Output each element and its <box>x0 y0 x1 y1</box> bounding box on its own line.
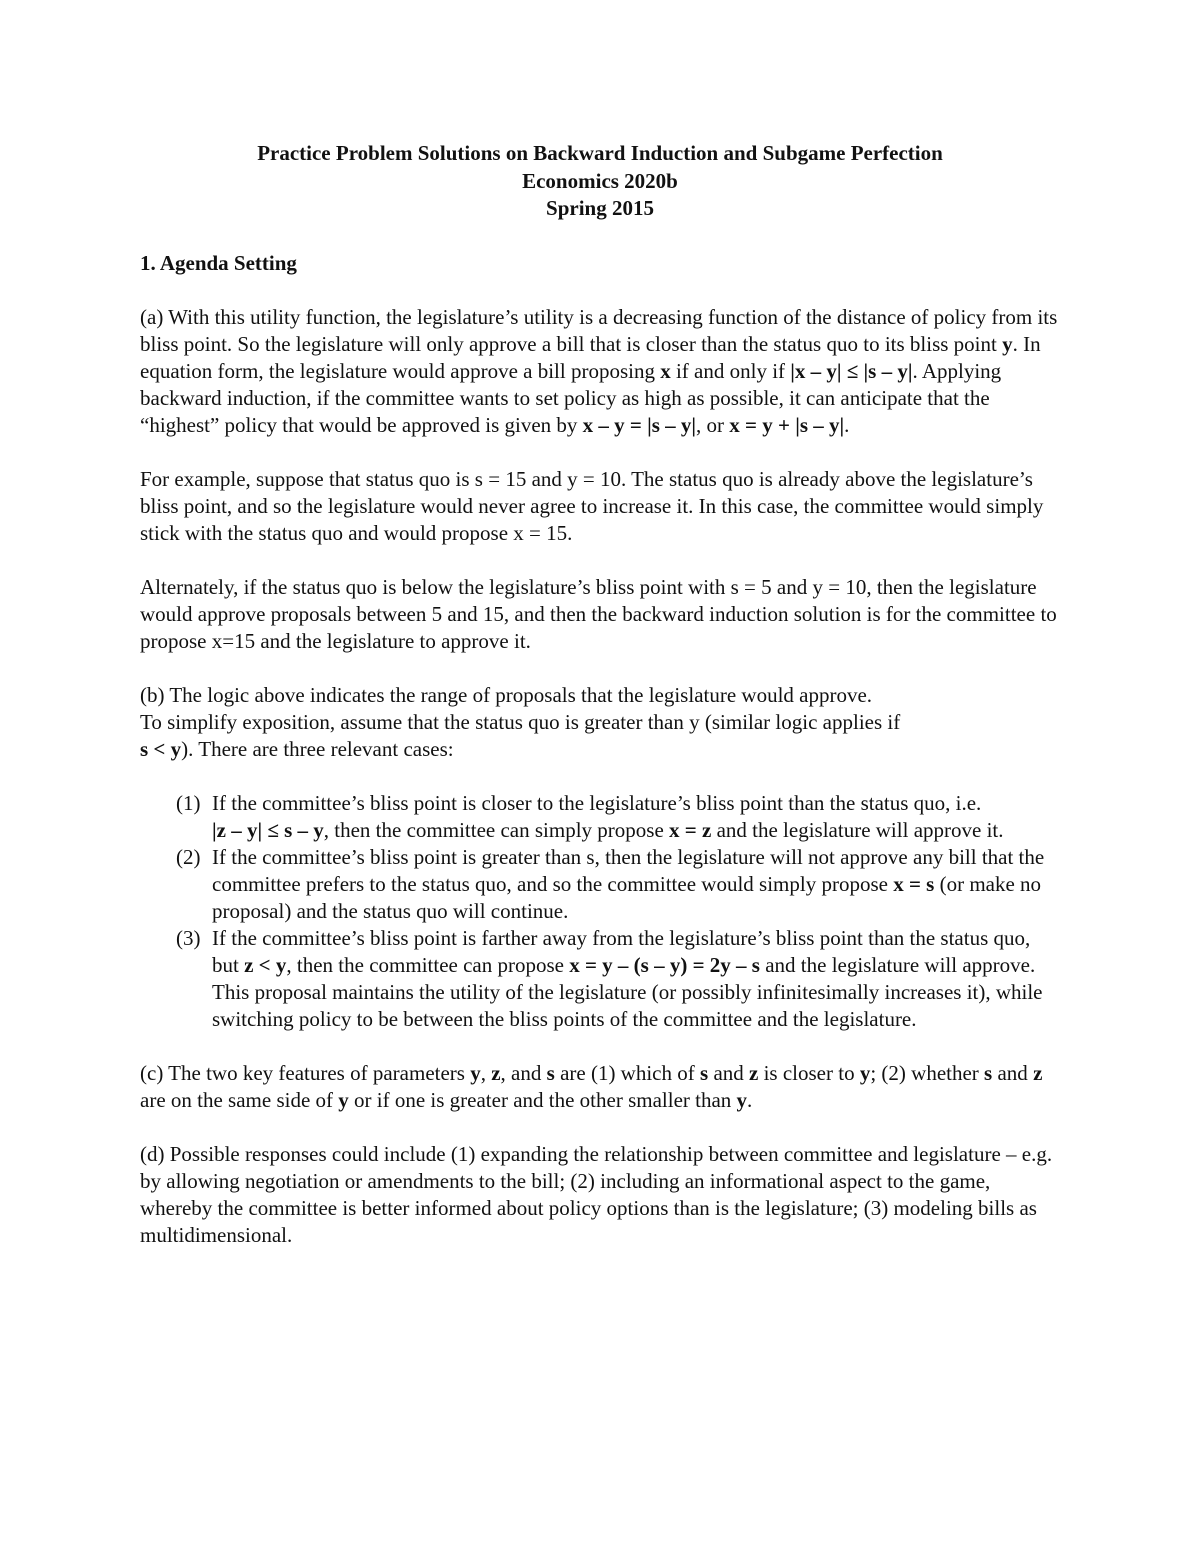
term: Spring 2015 <box>546 196 654 220</box>
paragraph-part-b: (b) The logic above indicates the range of proposals that the legislature would approve. To simplify exposition, assume that the status quo is greater than y (similar logic applies if s < y). There are three relevant cases: <box>140 682 901 761</box>
case-item: (3) If the committee’s bliss point is farther away from the legislature’s bliss point than the status quo, but z < y, then the committee can propose x = y – (s – y) = 2y – s and the legislature will approve. This proposal maintains the utility of the legislature (or possibly infinitesimally increases it), while switching policy to be between the bliss points of the committee and the legislature. <box>176 925 1043 1031</box>
section-heading: 1. Agenda Setting <box>140 250 297 275</box>
title-block <box>140 140 1060 223</box>
document-title: Practice Problem Solutions on Backward Induction and Subgame Perfection <box>257 141 943 165</box>
case-item: (1) If the committee’s bliss point is closer to the legislature’s bliss point than the status quo, i.e. |z – y| ≤ s – y, then the committee can simply propose x = z and the legislature will approve it. <box>176 790 1004 842</box>
case-number: (3) <box>176 925 201 950</box>
case-number: (1) <box>176 790 201 815</box>
paragraph-part-d: (d) Possible responses could include (1) expanding the relationship between committee and legislature – e.g. by allowing negotiation or amendments to the bill; (2) including an informational aspect to the game, whereby the committee is better informed about policy options than is the legislature; (3) modeling bills as multidimensional. <box>140 1141 1053 1247</box>
paragraph-part-c: (c) The two key features of parameters y, z, and s are (1) which of s and z is closer to y; (2) whether s and z are on the same side of y or if one is greater and the other smaller than y. <box>140 1060 1043 1112</box>
case-item: (2) If the committee’s bliss point is greater than s, then the legislature will not approve any bill that the committee prefers to the status quo, and so the committee would simply propose x = s (or make no proposal) and the status quo will continue. <box>176 844 1045 923</box>
paragraph-part-a: (a) With this utility function, the legislature’s utility is a decreasing function of the distance of policy from its bliss point. So the legislature will only approve a bill that is closer than the status quo to its bliss point y. In equation form, the legislature would approve a bill proposing x if and only if |x – y| ≤ |s – y|. Applying backward induction, if the committee wants to set policy as high as possible, it can anticipate that the “highest” policy that would be approved is given by x – y = |s – y|, or x = y + |s – y|. <box>140 304 1058 437</box>
document-page <box>140 140 1060 1249</box>
case-number: (2) <box>176 844 201 869</box>
course-name: Economics 2020b <box>522 168 678 193</box>
cases-list <box>140 790 1060 1033</box>
paragraph-example-1: For example, suppose that status quo is s = 15 and y = 10. The status quo is already above the legislature’s bliss point, and so the legislature would never agree to increase it. In this case, the committee would simply stick with the status quo and would propose x = 15. <box>140 466 1044 545</box>
paragraph-example-2: Alternately, if the status quo is below the legislature’s bliss point with s = 5 and y = 10, then the legislature would approve proposals between 5 and 15, and then the backward induction solution is for the committee to propose x=15 and the legislature to approve it. <box>140 574 1057 653</box>
